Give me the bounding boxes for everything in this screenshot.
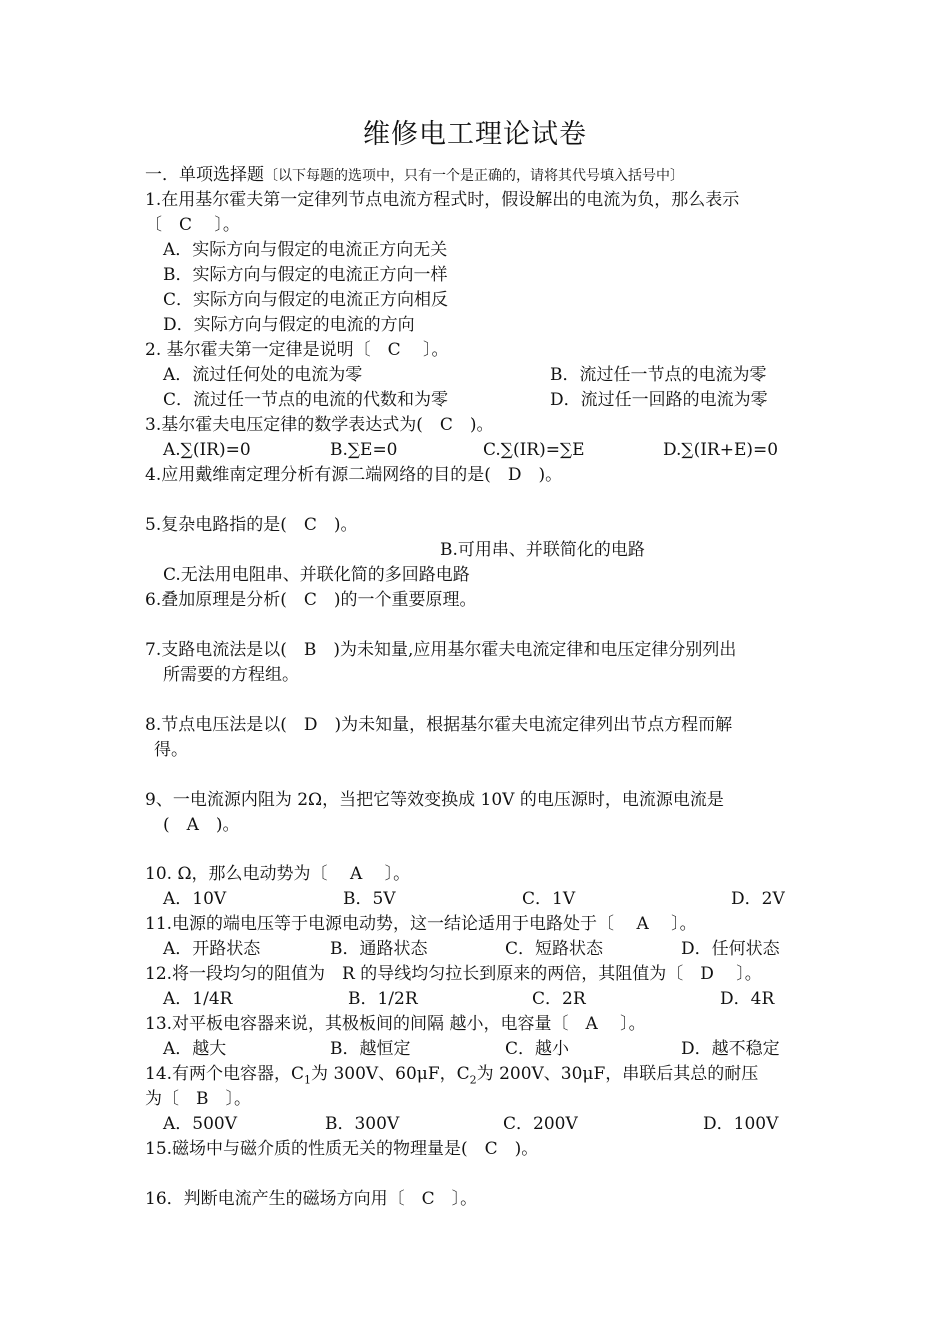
- q3-option-d: D.∑(IR+E)=0: [663, 440, 779, 460]
- q12-option-d: D．4R: [720, 989, 775, 1009]
- q1-option-c: C．实际方向与假定的电流正方向相反: [163, 290, 449, 310]
- q14-text-part2: 为 300V、60μF，C: [311, 1064, 470, 1084]
- q4-stem: 4.应用戴维南定理分析有源二端网络的目的是( D )。: [145, 465, 563, 485]
- q2-stem: 2. 基尔霍夫第一定律是说明〔 C 〕。: [145, 340, 449, 360]
- q12-stem: 12.将一段均匀的阻值为 R 的导线均匀拉长到原来的两倍，其阻值为〔 D 〕。: [145, 964, 762, 984]
- q8-stem: 8.节点电压法是以( D )为未知量，根据基尔霍夫电流定律列出节点方程而解: [145, 715, 733, 735]
- q1-option-a: A．实际方向与假定的电流正方向无关: [163, 240, 448, 260]
- q8-continuation: 得。: [154, 740, 188, 760]
- q5-option-b: B.可用串、并联简化的电路: [440, 540, 645, 560]
- q13-option-d: D．越不稳定: [681, 1039, 780, 1059]
- q3-option-c: C.∑(IR)=∑E: [483, 440, 585, 460]
- q9-stem: 9、一电流源内阻为 2Ω，当把它等效变换成 10V 的电压源时，电流源电流是: [145, 790, 724, 810]
- q13-option-b: B．越恒定: [330, 1039, 411, 1059]
- q16-stem: 16．判断电流产生的磁场方向用〔 C 〕。: [145, 1189, 478, 1209]
- q13-option-a: A．越大: [163, 1039, 227, 1059]
- q5-option-c: C.无法用电阻串、并联化简的多回路电路: [163, 565, 470, 585]
- q10-option-a: A．10V: [163, 889, 227, 909]
- q9-continuation: ( A )。: [163, 815, 240, 835]
- q11-stem: 11.电源的端电压等于电源电动势，这一结论适用于电路处于〔 A 〕。: [145, 914, 697, 934]
- q13-option-c: C．越小: [505, 1039, 570, 1059]
- q10-option-d: D．2V: [731, 889, 785, 909]
- q5-stem: 5.复杂电路指的是( C )。: [145, 515, 358, 535]
- q12-option-b: B．1/2R: [348, 989, 418, 1009]
- q1-answer: 〔 C 〕。: [145, 215, 240, 235]
- q11-option-a: A．开路状态: [163, 939, 261, 959]
- section-label: 一．单项选择题: [145, 165, 264, 185]
- q1-stem: 1.在用基尔霍夫第一定律列节点电流方程式时，假设解出的电流为负，那么表示: [145, 190, 740, 210]
- q10-stem: 10. Ω，那么电动势为〔 A 〕。: [145, 864, 411, 884]
- q14-text-part3: 为 200V、30μF，串联后其总的耐压: [476, 1064, 759, 1084]
- q14-option-d: D．100V: [703, 1114, 779, 1134]
- q14-option-a: A．500V: [163, 1114, 238, 1134]
- q12-option-c: C．2R: [532, 989, 586, 1009]
- q6-stem: 6.叠加原理是分析( C )的一个重要原理。: [145, 590, 477, 610]
- q14-continuation: 为〔 B 〕。: [145, 1089, 251, 1109]
- q14-option-c: C．200V: [503, 1114, 578, 1134]
- q2-option-b: B．流过任一节点的电流为零: [550, 365, 767, 385]
- section-note: 〔以下每题的选项中，只有一个是正确的，请将其代号填入括号中〕: [264, 168, 684, 184]
- q2-option-c: C．流过任一节点的电流的代数和为零: [163, 390, 449, 410]
- page-title: 维修电工理论试卷: [363, 119, 587, 150]
- q10-option-b: B．5V: [343, 889, 396, 909]
- q3-stem: 3.基尔霍夫电压定律的数学表达式为( C )。: [145, 415, 494, 435]
- q15-stem: 15.磁场中与磁介质的性质无关的物理量是( C )。: [145, 1139, 539, 1159]
- q2-option-a: A．流过任何处的电流为零: [163, 365, 363, 385]
- q14-subscript-1: 1: [304, 1073, 312, 1087]
- q2-option-d: D．流过任一回路的电流为零: [550, 390, 768, 410]
- q11-option-d: D．任何状态: [681, 939, 780, 959]
- section-heading: [145, 163, 684, 188]
- q7-continuation: 所需要的方程组。: [163, 665, 299, 685]
- q3-option-b: B.∑E=0: [330, 440, 398, 460]
- q7-stem: 7.支路电流法是以( B )为未知量,应用基尔霍夫电流定律和电压定律分别列出: [145, 640, 737, 660]
- q12-option-a: A．1/4R: [163, 989, 233, 1009]
- q13-stem: 13.对平板电容器来说，其极板间的间隔 越小，电容量〔 A 〕。: [145, 1014, 646, 1034]
- q10-option-c: C．1V: [522, 889, 576, 909]
- q14-text-part1: 14.有两个电容器，C: [145, 1064, 305, 1084]
- q11-option-b: B．通路状态: [330, 939, 428, 959]
- q1-option-d: D．实际方向与假定的电流的方向: [163, 315, 415, 335]
- q1-option-b: B．实际方向与假定的电流正方向一样: [163, 265, 448, 285]
- q11-option-c: C．短路状态: [505, 939, 604, 959]
- q14-subscript-2: 2: [469, 1073, 477, 1087]
- q3-option-a: A.∑(IR)=0: [163, 440, 251, 460]
- q14-option-b: B．300V: [325, 1114, 400, 1134]
